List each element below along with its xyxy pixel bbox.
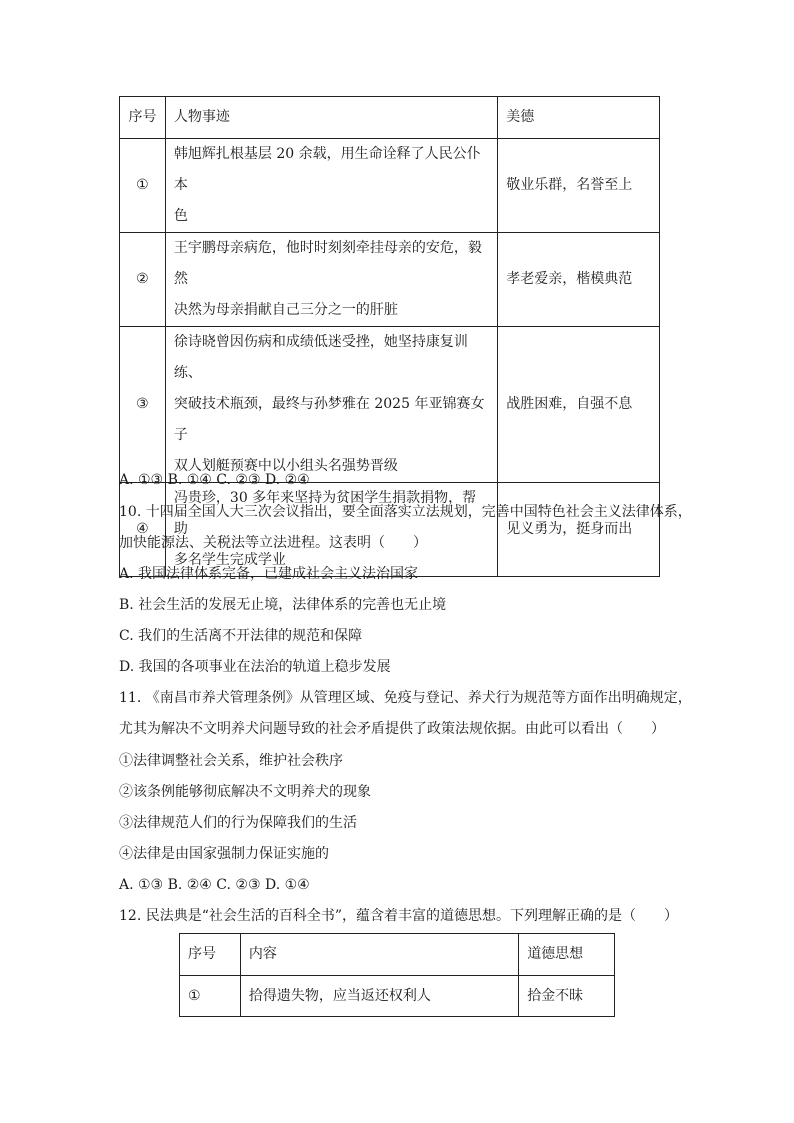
deed-cell — [165, 483, 497, 577]
table-row — [120, 483, 660, 577]
deed-line: 突破技术瓶颈，最终与孙梦雅在 2025 年亚锦赛女子 — [173, 396, 485, 443]
table-header-row — [180, 934, 615, 976]
virtue-cell: 敬业乐群，名誉至上 — [498, 139, 660, 233]
row-number: ① — [180, 976, 241, 1017]
q10-stem-line: 10. 十四届全国人大三次会议指出，要全面落实立法规划，完善中国特色社会主义法律体系， — [119, 504, 692, 520]
row-number: ④ — [120, 483, 166, 577]
virtue-cell: 战胜困难，自强不息 — [498, 327, 660, 483]
civil-code-table — [179, 933, 615, 1017]
deed-line: 色 — [173, 208, 188, 224]
q11-statement: ③法律规范人们的行为保障我们的生活 — [119, 815, 357, 831]
deed-line: 多名学生完成学业 — [173, 552, 286, 568]
q10-option-a: A. 我国法律体系完备，已建成社会主义法治国家 — [119, 566, 419, 582]
table-row — [120, 233, 660, 327]
q11-statement: ①法律调整社会关系，维护社会秩序 — [119, 753, 343, 769]
content-cell: 拾得遗失物，应当返还权利人 — [240, 976, 518, 1017]
q11-statement: ②该条例能够彻底解决不文明养犬的现象 — [119, 784, 371, 800]
q10-option-c: C. 我们的生活离不开法律的规范和保障 — [119, 628, 363, 644]
q11-stem-line: 尤其为解决不文明养犬问题导致的社会矛盾提供了政策法规依据。由此可以看出（ ） — [119, 721, 665, 737]
table-row — [120, 139, 660, 233]
header-cell: 道德思想 — [519, 934, 615, 976]
deed-line: 王宇鹏母亲病危，他时时刻刻牵挂母亲的安危，毅然 — [173, 240, 482, 287]
header-cell: 内容 — [240, 934, 518, 976]
deed-cell — [165, 327, 497, 483]
header-cell: 序号 — [180, 934, 241, 976]
virtue-cell: 见义勇为，挺身而出 — [498, 483, 660, 577]
q9-options: A. ①③ B. ①④ C. ②③ D. ②④ — [119, 472, 310, 488]
row-number: ③ — [120, 327, 166, 483]
virtue-cell: 孝老爱亲，楷模典范 — [498, 233, 660, 327]
table-row — [180, 976, 615, 1017]
deed-cell — [165, 139, 497, 233]
q10-stem-line: 加快能源法、关税法等立法进程。这表明（ ） — [119, 535, 427, 551]
deed-line: 徐诗晓曾因伤病和成绩低迷受挫，她坚持康复训练、 — [173, 334, 468, 381]
q11-stem-line: 11. 《南昌市养犬管理条例》从管理区域、免疫与登记、养犬行为规范等方面作出明确规定， — [119, 690, 692, 706]
deed-line: 韩旭辉扎根基层 20 余载，用生命诠释了人民公仆本 — [173, 146, 481, 193]
idea-cell: 拾金不昧 — [519, 976, 615, 1017]
header-cell: 人物事迹 — [165, 97, 497, 139]
deed-line: 双人划艇预赛中以小组头名强势晋级 — [173, 458, 398, 474]
q11-statement: ④法律是由国家强制力保证实施的 — [119, 846, 329, 862]
row-number: ② — [120, 233, 166, 327]
q11-options: A. ①③ B. ②④ C. ②③ D. ①④ — [119, 877, 310, 893]
header-cell: 序号 — [120, 97, 166, 139]
table-header-row — [120, 97, 660, 139]
deed-line: 冯贵珍，30 多年来坚持为贫困学生捐款捐物，帮助 — [173, 490, 477, 537]
deed-line: 决然为母亲捐献自己三分之一的肝脏 — [173, 302, 398, 318]
header-cell: 美德 — [498, 97, 660, 139]
q12-stem: 12. 民法典是“社会生活的百科全书”，蕴含着丰富的道德思想。下列理解正确的是（ ） — [119, 908, 679, 924]
table-row — [120, 327, 660, 483]
deed-cell — [165, 233, 497, 327]
q10-option-b: B. 社会生活的发展无止境，法律体系的完善也无止境 — [119, 597, 447, 613]
q10-option-d: D. 我国的各项事业在法治的轨道上稳步发展 — [119, 659, 391, 675]
row-number: ① — [120, 139, 166, 233]
